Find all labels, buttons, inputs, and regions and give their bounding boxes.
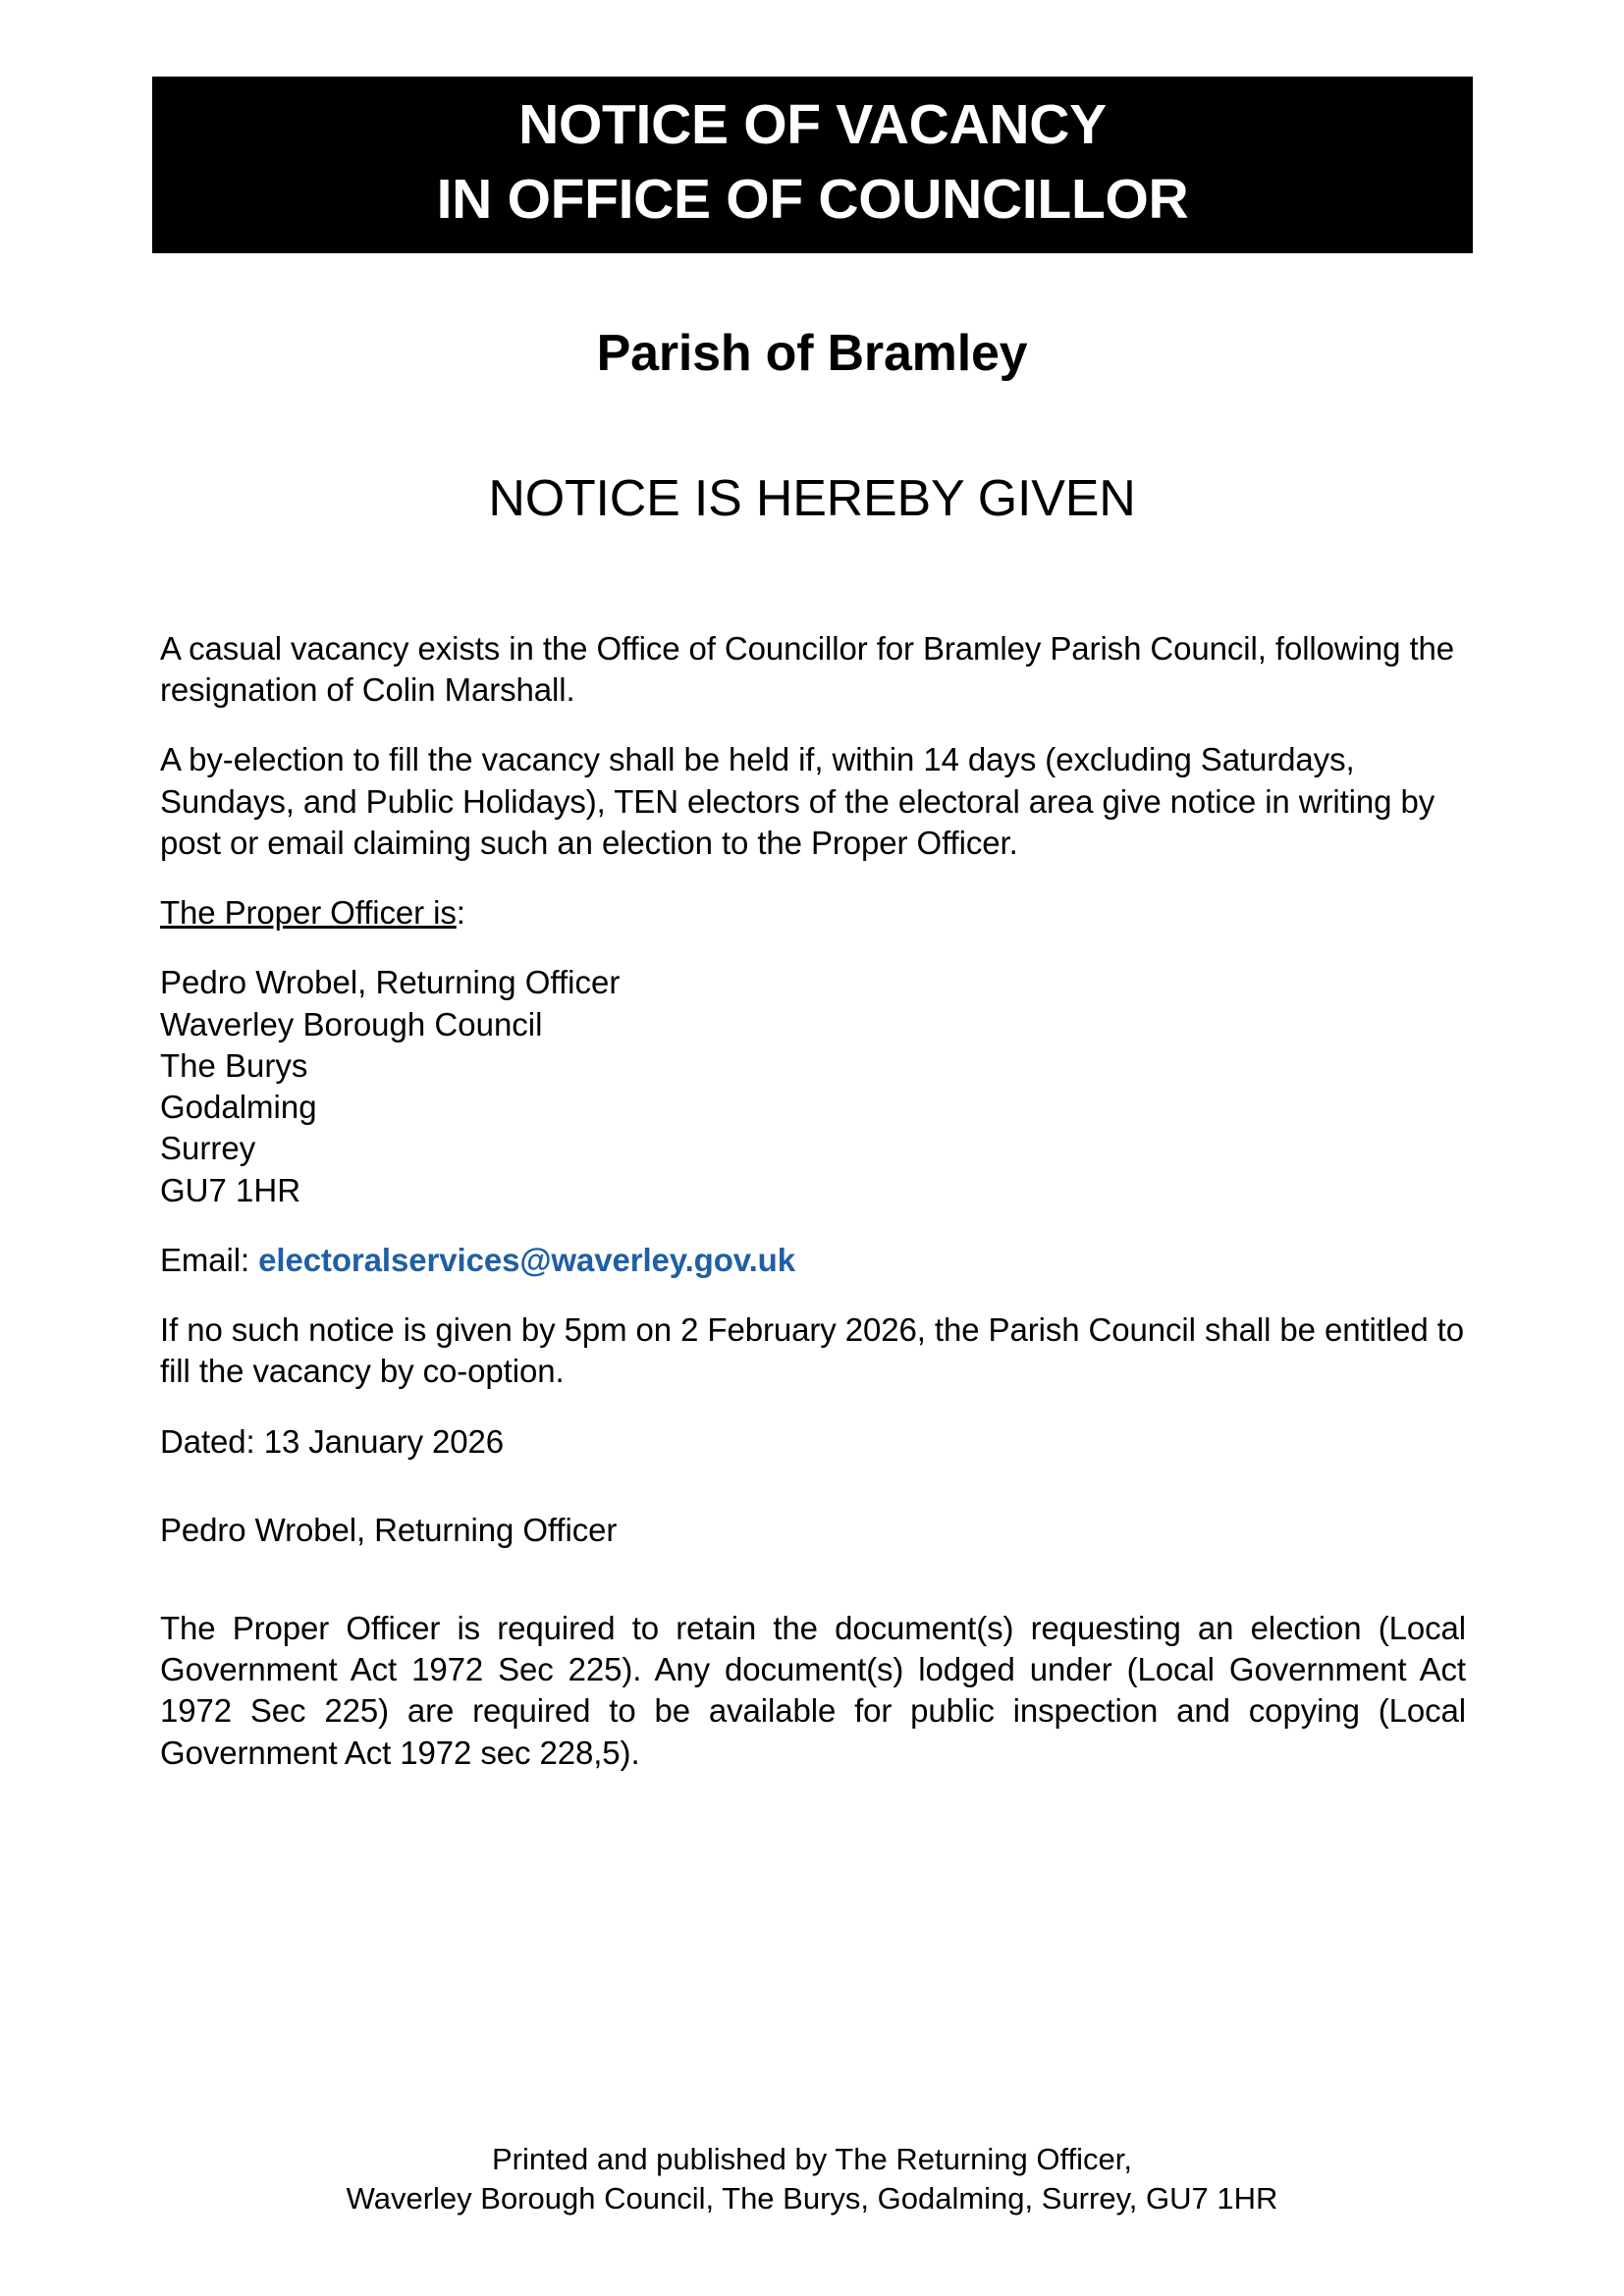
signature-line: Pedro Wrobel, Returning Officer (160, 1511, 618, 1548)
proper-officer-label (160, 892, 1466, 934)
parish-heading: Parish of Bramley (596, 325, 1028, 382)
address-line-town: Godalming (160, 1089, 317, 1126)
signature-spacer (160, 1463, 1466, 1510)
email-row (160, 1240, 1466, 1281)
address-line-name: Pedro Wrobel, Returning Officer (160, 964, 621, 1001)
footer-line-1: Printed and published by The Returning Officer, (492, 2142, 1132, 2176)
address-line-street: The Burys (160, 1046, 308, 1084)
address-line-postcode: GU7 1HR (160, 1171, 301, 1208)
email-link[interactable]: electoralservices@waverley.gov.uk (258, 1241, 795, 1278)
paragraph-co-option: If no such notice is given by 5pm on 2 February 2026, the Parish Council shall be entitled to fill the vacancy by co-option. (160, 1311, 1464, 1390)
address-line-council: Waverley Borough Council (160, 1005, 543, 1042)
notice-banner (152, 77, 1473, 253)
banner-title-line-1: NOTICE OF VACANCY (518, 93, 1107, 156)
page-footer (0, 2140, 1624, 2219)
address-line-county: Surrey (160, 1130, 256, 1167)
paragraph-retention: The Proper Officer is required to retain the document(s) requesting an election (Local Government Act 1972 Sec 225). Any document(s) lodged under (Local Government Act 1972 Sec 225) are required to be available for public inspection and copying (Local Government Act 1972 sec 228,5). (160, 1609, 1466, 1771)
notice-hereby-given-heading: NOTICE IS HEREBY GIVEN (488, 470, 1136, 527)
proper-officer-label-colon: : (456, 894, 465, 932)
notice-body (160, 628, 1466, 1774)
proper-officer-address (160, 962, 1466, 1210)
footer-line-2: Waverley Borough Council, The Burys, Godalming, Surrey, GU7 1HR (346, 2181, 1278, 2216)
legal-spacer (160, 1551, 1466, 1608)
paragraph-by-election: A by-election to fill the vacancy shall be held if, within 14 days (excluding Saturdays, Sundays, and Public Holidays), TEN electors of the electoral area give notice in writing by post or email claiming such an election to the Proper Officer. (160, 741, 1435, 861)
email-label: Email: (160, 1241, 259, 1278)
paragraph-vacancy: A casual vacancy exists in the Office of Councillor for Bramley Parish Council, following the resignation of Colin Marshall. (160, 630, 1455, 709)
proper-officer-label-underlined: The Proper Officer is (160, 894, 457, 932)
dated-line: Dated: 13 January 2026 (160, 1422, 505, 1460)
banner-title-line-2: IN OFFICE OF COUNCILLOR (436, 167, 1189, 231)
